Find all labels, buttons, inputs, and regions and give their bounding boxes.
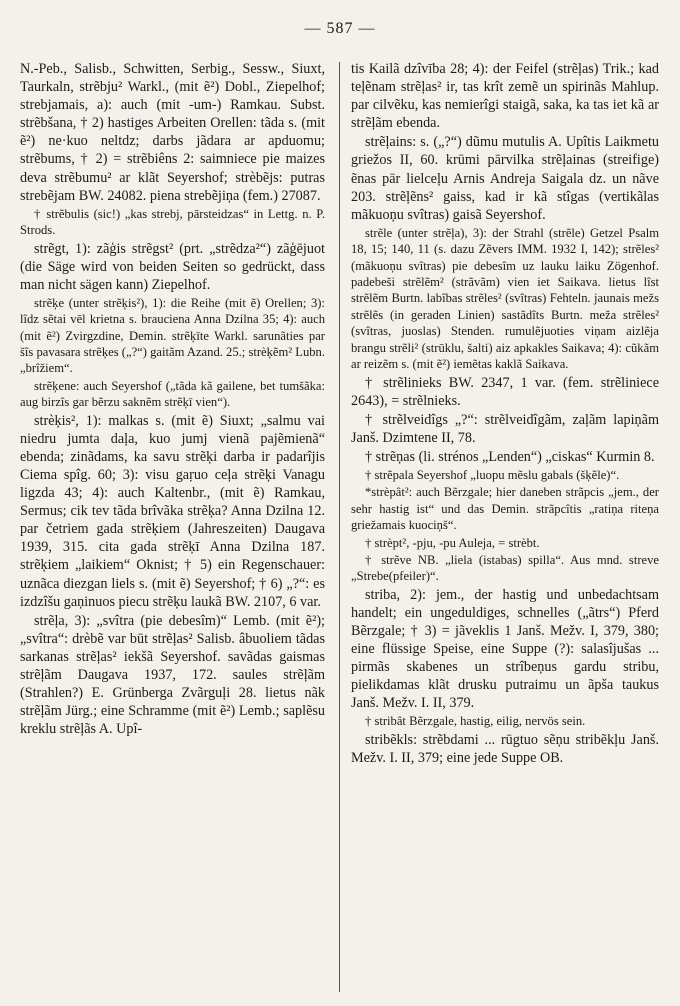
dictionary-entry: † strẽbulis (sic!) „kas strebj, pārsteidzas“ in Lettg. n. P. Strods.	[20, 206, 325, 238]
dictionary-entry: strẽļa, 3): „svîtra (pie debesîm)“ Lemb. (mit ẽ²); „svîtra“: drèbẽ var būt strẽļas² Salisb. âbuoliem tãdas sarkanas strẽļas² iekšã Seyershof. savãdas gaismas strẽļãm Daugava 1937, 172. saules strẽļãm (Strahlen?) E. Grünberga Zvãrguļi 28. lietus nãk strẽļãm Jürg.; eine Schramme (mit ẽ²) Lemb.; saplẽsu kreklu strẽļãs A. Upî-	[20, 612, 325, 738]
dictionary-entry: stribẽkls: strẽbdami ... rūgtuo sẽņu stribẽkļu Janš. Mežv. I. II, 379; eine jede Suppe OB.	[351, 731, 659, 766]
dictionary-entry: strèķis², 1): malkas s. (mit ẽ) Siuxt; „salmu vai niedru jumta daļa, kuo jumj vienã pajẽmienã“ ebenda; zinãdams, ka savu strẽķi darba ir padarîjis Ciema spîg. 60; 3): visu gaṛuo ceļa strẽķi Vanagu ligzda 43; 4): auch Kaltenbr., (mit ẽ) Ramkau, Sermus; cik tev tãda brîvãka strẽķa? Anna Dzilna 12. par četriem gada strẽķiem (Jahreszeiten) Daugava 1939, 315. cita gada strẽķī Anna Dzilna 187. strẽķiem „laikiem“ Oknist; † 5) ein Regenschauer: uznãca diezgan liels s. (mit ẽ) Seyershof; † 6) „?“: es izdzîšu gaņinuos piecu strẽķu laukã BW. 2107, 6 var.	[20, 412, 325, 610]
dictionary-entry: strẽķene: auch Seyershof („tãda kã gailene, bet tumšãka: aug birzîs gar bẽrzu saknẽm strẽķī vien“).	[20, 378, 325, 410]
dictionary-entry: tis Kailã dzîvība 28; 4): der Feifel (strẽļas) Trik.; kad teļẽnam strẽļas² ir, tas krît zemẽ un spirinãs Mahlup. par cilvẽku, kas nemierîgi staigã, saka, ka tas iet kã ar strẽļãm ebenda.	[351, 61, 659, 132]
dictionary-entry: strẽļains: s. („?“) dũmu mutulis A. Upîtis Laikmetu griežos II, 60. krūmi pārvilka strẽļainas (streifige) ẽnas pār lielceļu Arnis Andreja Saigala dz. un nãve 203. strẽļẽns² gaiss, kad ir kã stîgas (vertikãlas mãkuoņu svîtras) gaisã Seyershof.	[351, 134, 659, 223]
dictionary-entry: † strẽve NB. „liela (istabas) spilla“. Aus mnd. streve „Strebe(pfeiler)“.	[351, 553, 659, 584]
dictionary-entry: † strèpt², -pju, -pu Auleja, = strèbt.	[365, 535, 540, 550]
dictionary-entry: *strèpât²: auch Bẽrzgale; hier daneben strãpcis „jem., der sehr hastig ist“ und das Demin. strãpcîtis „ratiņa riteņa griežamais kuociņš“.	[351, 485, 659, 533]
column-divider	[339, 62, 340, 992]
dictionary-entry: † strẽņas (li. strénos „Lenden“) „ciskas“ Kurmin 8.	[365, 448, 655, 465]
right-column	[351, 60, 659, 768]
dictionary-entry: † strẽlveidîgs „?“: strẽlveidîgãm, zaļãm lapiņãm Janš. Dzimtene II, 78.	[351, 411, 659, 446]
page-number: — 587 —	[304, 20, 376, 37]
dictionary-entry: strẽķe (unter strẽķis²), 1): die Reihe (mit ẽ) Orellen; 3): lîdz sẽtai vēl krietna s. brauciena Anna Dzilna 35; 4): auch (mit ẽ²) Zvirgzdine, Demin. strẽķīte Warkl. sarunãties par šîs pavasara strẽķes („?“) gaitãm Azand. 25.; strèķẽm² Lubn. „brîžiem“.	[20, 295, 325, 376]
dictionary-entry: † strẽlinieks BW. 2347, 1 var. (fem. strẽliniece 2643), = strẽlnieks.	[351, 374, 659, 409]
dictionary-entry: strẽle (unter strẽļa), 3): der Strahl (strẽle) Getzel Psalm 18, 15; 140, 11 (s. dazu Zẽvers IMM. 1932 I, 142); strẽles² (mãkuoņu svîtras) pie debesîm uz lauku laiku Zögenhof. padebeši strẽlẽm² (strãvãm) vien iet Saikava. lietus lîst strẽlẽm Burtn. labîbas strẽles² (svîtras) Fehteln. jaunais mežs strẽlẽs (in geraden Linien) sastãdîts Burtn. meža strẽles² (svîtras, juoslas) Stenden. rumulẽjuoties viņam aizlẽja brangu strẽli² (strūklu, šalti) aiz apkakles Saikava; 4): cũkãm ar reizẽm s. (mit ẽ²) iemẽtas kaklã Saikava.	[351, 225, 659, 372]
dictionary-entry: † strẽpala Seyershof „luopu mẽslu gabals (šķẽle)“.	[365, 467, 620, 482]
dictionary-entry: † stribât Bẽrzgale, hastig, eilig, nervös sein.	[365, 714, 586, 729]
dictionary-entry: strẽgt, 1): zãģis strẽgst² (prt. „strẽdza²“) zãģējuot (die Säge wird von beiden Seiten so gedrückt, dass man nicht sägen kann) Ziepelhof.	[20, 240, 325, 293]
left-column	[20, 60, 325, 739]
dictionary-entry: striba, 2): jem., der hastig und unbedachtsam handelt; ein ungeduldiges, schnelles („ãtrs“) Pferd Bẽrzgale; † 3) = jãveklis 1 Janš. Mežv. I, 379, 380; eine flüssige Speise, eine Suppe (?): salasîjušas ... pirmãs skabenes un strîbeņus gardu stribu, pielikdamas klãt drusku putraimu un ãpša taukus Janš. Mežv. I. II, 379.	[351, 586, 659, 712]
dictionary-entry: N.-Peb., Salisb., Schwitten, Serbig., Sessw., Siuxt, Taurkaln, strẽbju² Warkl., (mit ẽ²) Dobl., Ziepelhof; strebjamais, a): auch (mit -um-) Ramkau. Subst. strẽbšana, † 2) hastiges Arbeiten Orellen: tãda s. (mit ẽ²) ne·kuo neltdz; darbs jãdara ar apduomu; strẽbums, † 2) = strẽbiêns 2: saimniece pie maizes deva strẽbumu² ar klãt Seyershof; strèbẽjs: putras strebẽjam BW. 24082. piena strebẽjiņa (fem.) 27087.	[20, 61, 325, 204]
